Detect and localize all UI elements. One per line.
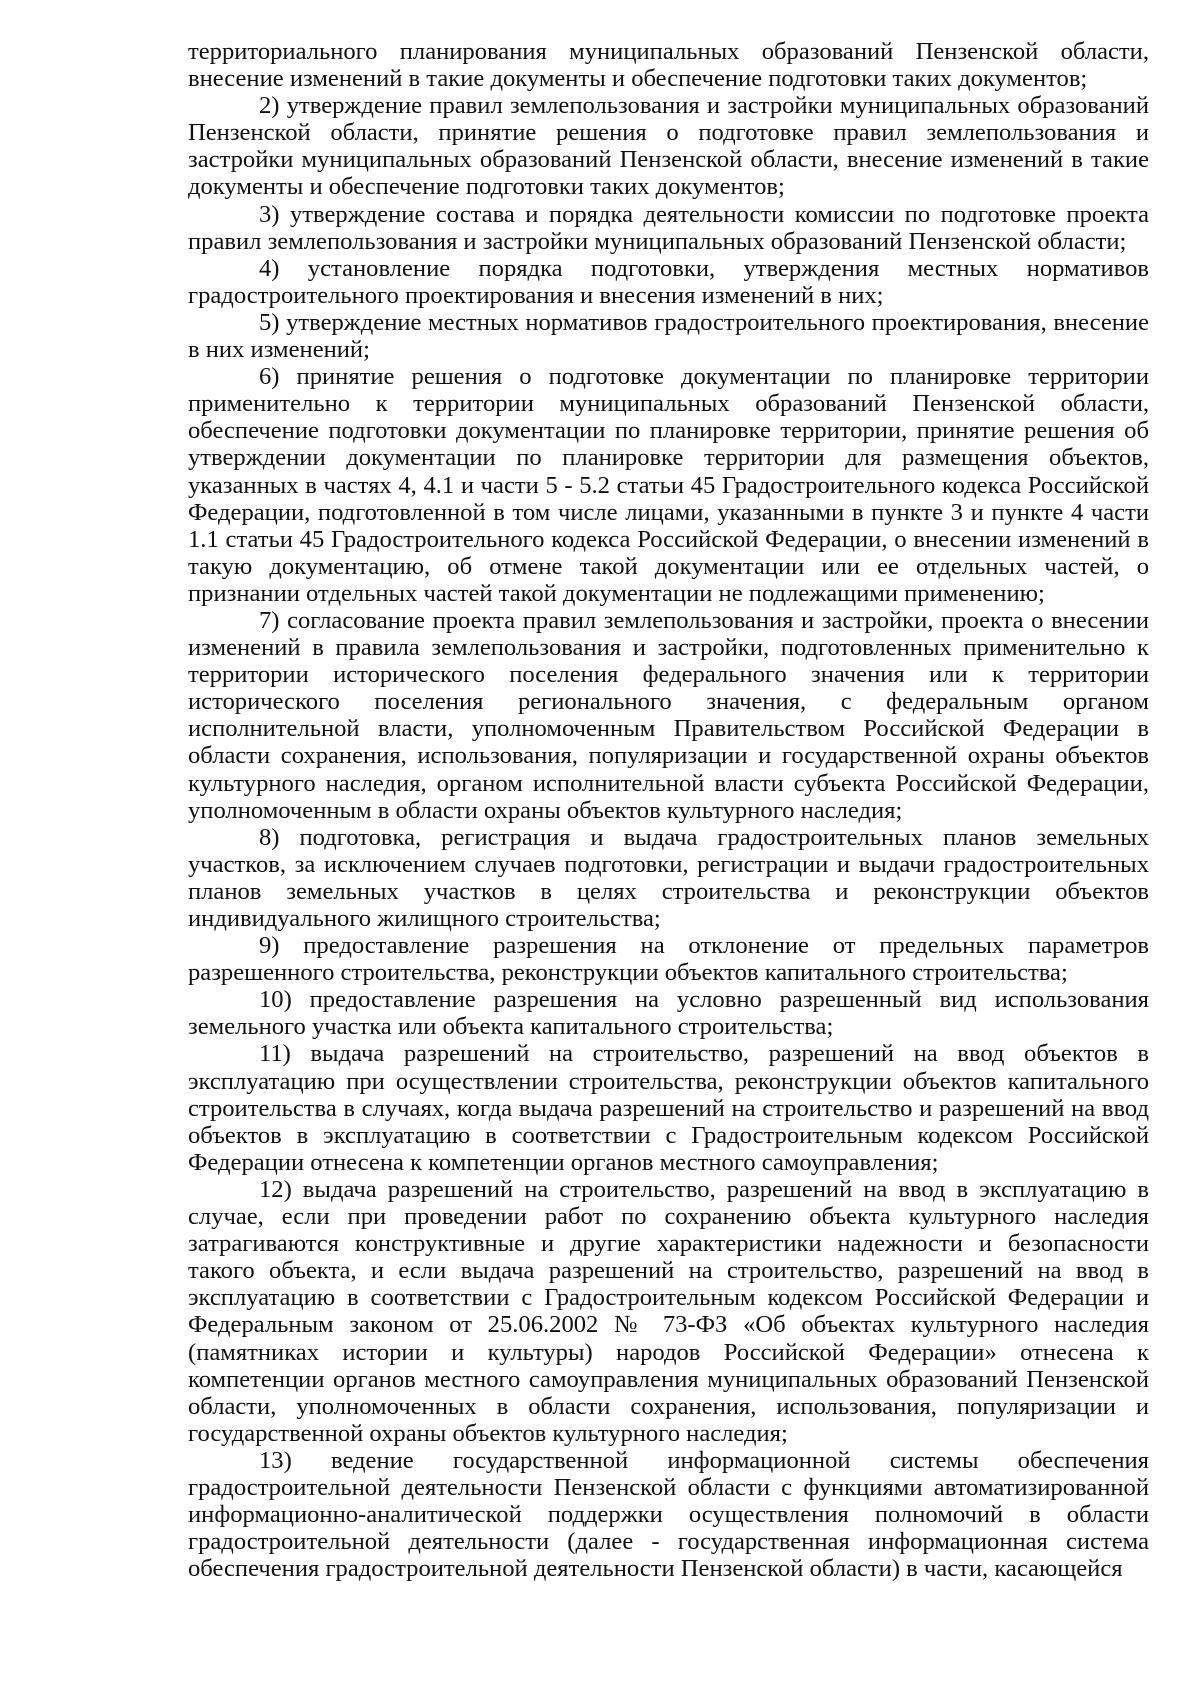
paragraph-item-7: 7) согласование проекта правил землепользования и застройки, проекта о внесении изменений в правила землепользования и застройки, подготовленных применительно к территории исторического поселения федерального значения или к территории исторического поселения регионального значения, с федеральным органом исполнительной власти, уполномоченным Правительством Российской Федерации в области сохранения, использования, популяризации и государственной охраны объектов культурного наследия, органом исполнительной власти субъекта Российской Федерации, уполномоченным в области охраны объектов культурного наследия;: [188, 606, 1149, 824]
paragraph-item-8: 8) подготовка, регистрация и выдача градостроительных планов земельных участков, за исключением случаев подготовки, регистрации и выдачи градостроительных планов земельных участков в целях строительства и реконструкции объектов индивидуального жилищного строительства;: [188, 823, 1149, 932]
paragraph-item-9: 9) предоставление разрешения на отклонение от предельных параметров разрешенного строительства, реконструкции объектов капитального строительства;: [188, 932, 1149, 987]
paragraph-continuation: территориального планирования муниципальных образований Пензенской области, внесение изменений в такие документы и обеспечение подготовки таких документов;: [188, 38, 1149, 93]
paragraph-item-12: 12) выдача разрешений на строительство, разрешений на ввод в эксплуатацию в случае, если при проведении работ по сохранению объекта культурного наследия затрагиваются конструктивные и другие характеристики надежности и безопасности такого объекта, и если выдача разрешений на строительство, разрешений на ввод в эксплуатацию в соответствии с Градостроительным кодексом Российской Федерации и Федеральным законом от 25.06.2002 № 73-ФЗ «Об объектах культурного наследия (памятниках истории и культуры) народов Российской Федерации» отнесена к компетенции органов местного самоуправления муниципальных образований Пензенской области, уполномоченных в области сохранения, использования, популяризации и государственной охраны объектов культурного наследия;: [188, 1175, 1149, 1447]
document-page: [188, 38, 1149, 1582]
paragraph-item-2: 2) утверждение правил землепользования и застройки муниципальных образований Пензенской области, принятие решения о подготовке правил землепользования и застройки муниципальных образований Пензенской области, внесение изменений в такие документы и обеспечение подготовки таких документов;: [188, 92, 1149, 201]
paragraph-item-10: 10) предоставление разрешения на условно разрешенный вид использования земельного участка или объекта капитального строительства;: [188, 986, 1149, 1041]
paragraph-item-3: 3) утверждение состава и порядка деятельности комиссии по подготовке проекта правил землепользования и застройки муниципальных образований Пензенской области;: [188, 200, 1149, 255]
paragraph-item-11: 11) выдача разрешений на строительство, разрешений на ввод объектов в эксплуатацию при осуществлении строительства, реконструкции объектов капитального строительства в случаях, когда выдача разрешений на строительство и разрешений на ввод объектов в эксплуатацию в соответствии с Градостроительным кодексом Российской Федерации отнесена к компетенции органов местного самоуправления;: [188, 1040, 1149, 1176]
paragraph-item-4: 4) установление порядка подготовки, утверждения местных нормативов градостроительного проектирования и внесения изменений в них;: [188, 254, 1149, 309]
paragraph-item-5: 5) утверждение местных нормативов градостроительного проектирования, внесение в них изменений;: [188, 308, 1149, 364]
paragraph-item-13: 13) ведение государственной информационной системы обеспечения градостроительной деятельности Пензенской области с функциями автоматизированной информационно-аналитической поддержки осуществления полномочий в области градостроительной деятельности (далее - государственная информационная система обеспечения градостроительной деятельности Пензенской области) в части, касающейся: [188, 1446, 1149, 1583]
paragraph-item-6: 6) принятие решения о подготовке документации по планировке территории применительно к территории муниципальных образований Пензенской области, обеспечение подготовки документации по планировке территории, принятие решения об утверждении документации по планировке территории для размещения объектов, указанных в частях 4, 4.1 и части 5 - 5.2 статьи 45 Градостроительного кодекса Российской Федерации, подготовленной в том числе лицами, указанными в пункте 3 и пункте 4 части 1.1 статьи 45 Градостроительного кодекса Российской Федерации, о внесении изменений в такую документацию, об отмене такой документации или ее отдельных частей, о признании отдельных частей такой документации не подлежащими применению;: [188, 363, 1149, 607]
